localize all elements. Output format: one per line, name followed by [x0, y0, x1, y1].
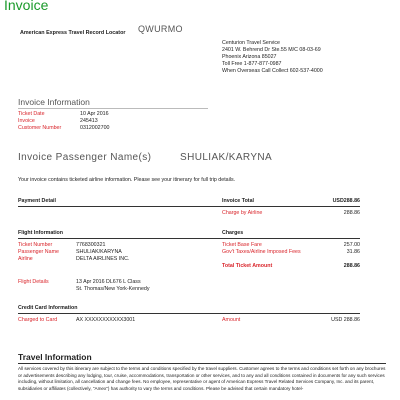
- taxes-fees-label: Gov't Taxes/Airline Imposed Fees: [222, 249, 301, 255]
- record-locator-label: American Express Travel Record Locator: [20, 30, 126, 36]
- address-line: Toll Free 1-877-877-0987: [222, 61, 282, 67]
- charges-heading: Charges: [222, 230, 244, 236]
- total-ticket-amount-label: Total Ticket Amount: [222, 263, 273, 269]
- travel-info-heading: Travel Information: [18, 352, 92, 362]
- address-line: Centurion Travel Service: [222, 40, 280, 46]
- address-line: 2401 W. Behrend Dr Ste.55 M/C 08-03-69: [222, 47, 321, 53]
- customer-number-value: 0312002700: [80, 125, 110, 131]
- base-fare-value: 257.00: [343, 242, 360, 248]
- airline-label: Airline: [18, 256, 33, 262]
- customer-number-label: Customer Number: [18, 125, 62, 131]
- charged-to-card-label: Charged to Card: [18, 317, 58, 323]
- address-line: Phoenix Arizona 85027: [222, 54, 277, 60]
- invoice-total-value: USD288.86: [332, 198, 360, 204]
- ticket-number-value: 7768300321: [76, 242, 106, 248]
- divider: [18, 313, 360, 314]
- record-locator-value: QWURMO: [138, 24, 183, 34]
- invoice-label: Invoice: [18, 118, 35, 124]
- passenger-name-value: SHULIAK/KARYNA: [76, 249, 122, 255]
- invoice-total-label: Invoice Total: [222, 198, 254, 204]
- invoice-title: Invoice: [4, 0, 49, 13]
- divider: [18, 206, 360, 207]
- total-ticket-amount-value: 288.86: [343, 263, 360, 269]
- charged-to-card-value: AX XXXXXXXXXXX3001: [76, 317, 136, 323]
- charge-by-airline-value: 288.86: [343, 210, 360, 216]
- invoice-value: 245413: [80, 118, 98, 124]
- flight-details-line1: 13 Apr 2016 DL676 L Class: [76, 279, 141, 285]
- flight-details-label: Flight Details: [18, 279, 49, 285]
- ticket-number-label: Ticket Number: [18, 242, 53, 248]
- credit-card-heading: Credit Card Information: [18, 305, 78, 311]
- amount-value: USD 288.86: [331, 317, 360, 323]
- base-fare-label: Ticket Base Fare: [222, 242, 262, 248]
- agency-address: [222, 40, 323, 75]
- travel-info-text: All services covered by this itinerary are subject to the terms and conditions specified by the travel suppliers. Customer agrees to the terms and conditions set forth on any brochures or advertisements describing any lodging, tour, cruise, accommodations, transportation or other services, and to any and all conditions contained in documents for any such services including, without limitation, all cancellation and change fees. No employee, representative or agent of American Express Travel Related Services Company, Inc. and its parent, subsidiaries or affiliates (collectively, "Amex") has authority to vary the terms and conditions. Please be advised that certain mandatory hotel-: [18, 366, 386, 391]
- passenger-note: Your invoice contains ticketed airline information. Please see your itinerary for full trip details.: [18, 177, 236, 183]
- ticket-date-value: 10 Apr 2016: [80, 111, 109, 117]
- divider: [18, 108, 208, 109]
- charge-by-airline-label: Charge by Airline: [222, 210, 263, 216]
- flight-info-heading: Flight Information: [18, 230, 64, 236]
- airline-value: DELTA AIRLINES INC.: [76, 256, 130, 262]
- taxes-fees-value: 31.86: [346, 249, 360, 255]
- passenger-name: SHULIAK/KARYNA: [180, 152, 273, 163]
- amount-label: Amount: [222, 317, 241, 323]
- invoice-info-heading: Invoice Information: [18, 97, 90, 107]
- divider: [18, 363, 386, 364]
- passenger-name-label: Passenger Name: [18, 249, 59, 255]
- flight-details-line2: St. Thomas/New York-Kennedy: [76, 286, 150, 292]
- passenger-heading: Invoice Passenger Name(s): [18, 152, 152, 163]
- address-line: When Overseas Call Collect 602-537-4000: [222, 68, 323, 74]
- ticket-date-label: Ticket Date: [18, 111, 45, 117]
- divider: [18, 238, 360, 239]
- payment-detail-heading: Payment Detail: [18, 198, 56, 204]
